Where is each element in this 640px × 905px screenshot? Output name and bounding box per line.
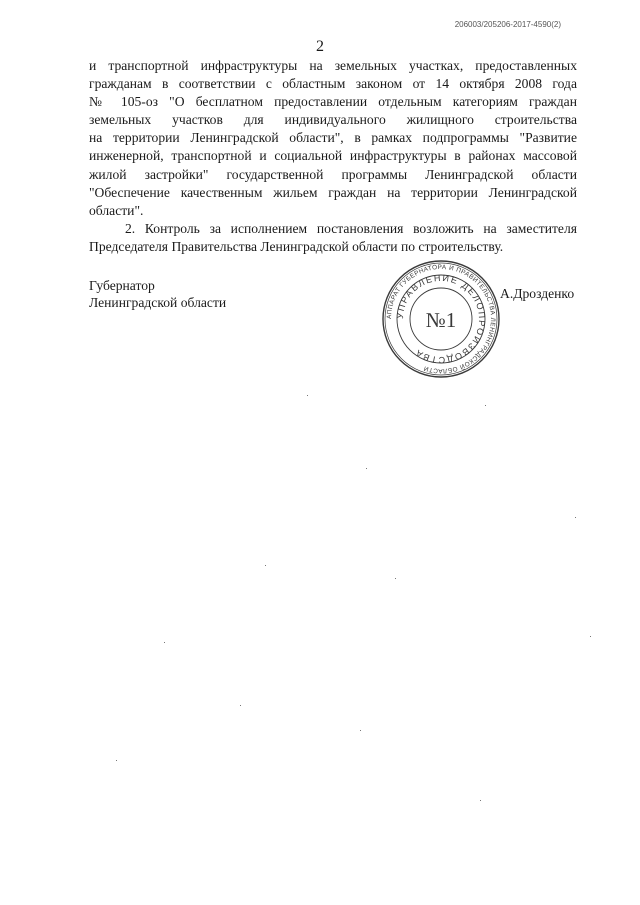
signatory-name: А.Дрозденко [500,286,575,301]
body-line: инженерной, транспортной и социальной инфраструктуры в районах массовой [89,148,577,164]
signature-title [89,277,226,311]
body-line: 2. Контроль за исполнением постановления возложить на заместителя [125,220,577,236]
body-line: Председателя Правительства Ленинградской области по строительству. [89,238,504,254]
stamp-outer-text: АППАРАТ ГУБЕРНАТОРА И ПРАВИТЕЛЬСТВА ЛЕНИНГРАДСКОЙ ОБЛАСТИ [385,263,497,375]
stamp-number: №1 [425,308,457,332]
body-text [89,57,577,256]
stamp-inner-text: УПРАВЛЕНИЕ ДЕЛОПРОИЗВОДСТВА [394,272,488,366]
body-line: на территории Ленинградской области", в рамках подпрограммы "Развитие [89,130,577,146]
body-line: "Обеспечение качественным жильем граждан на территории Ленинградской [89,184,577,200]
body-line: № 105-оз "О бесплатном предоставлении отдельным категориям граждан [89,94,577,110]
page-number: 2 [316,38,324,55]
body-line: жилой застройки" государственной программы Ленинградской области [89,166,577,182]
body-line: области". [89,202,144,218]
office-stamp [380,258,502,380]
body-line: и транспортной инфраструктуры на земельных участках, предоставленных [89,58,577,73]
signature-title-line2: Ленинградской области [89,295,227,310]
body-line: гражданам в соответствии с областным законом от 14 октября 2008 года [89,76,577,92]
signature-title-line1: Губернатор [89,278,155,293]
body-line: земельных участков для индивидуального жилищного строительства [89,112,577,128]
document-id: 206003/205206-2017-4590(2) [454,20,561,29]
